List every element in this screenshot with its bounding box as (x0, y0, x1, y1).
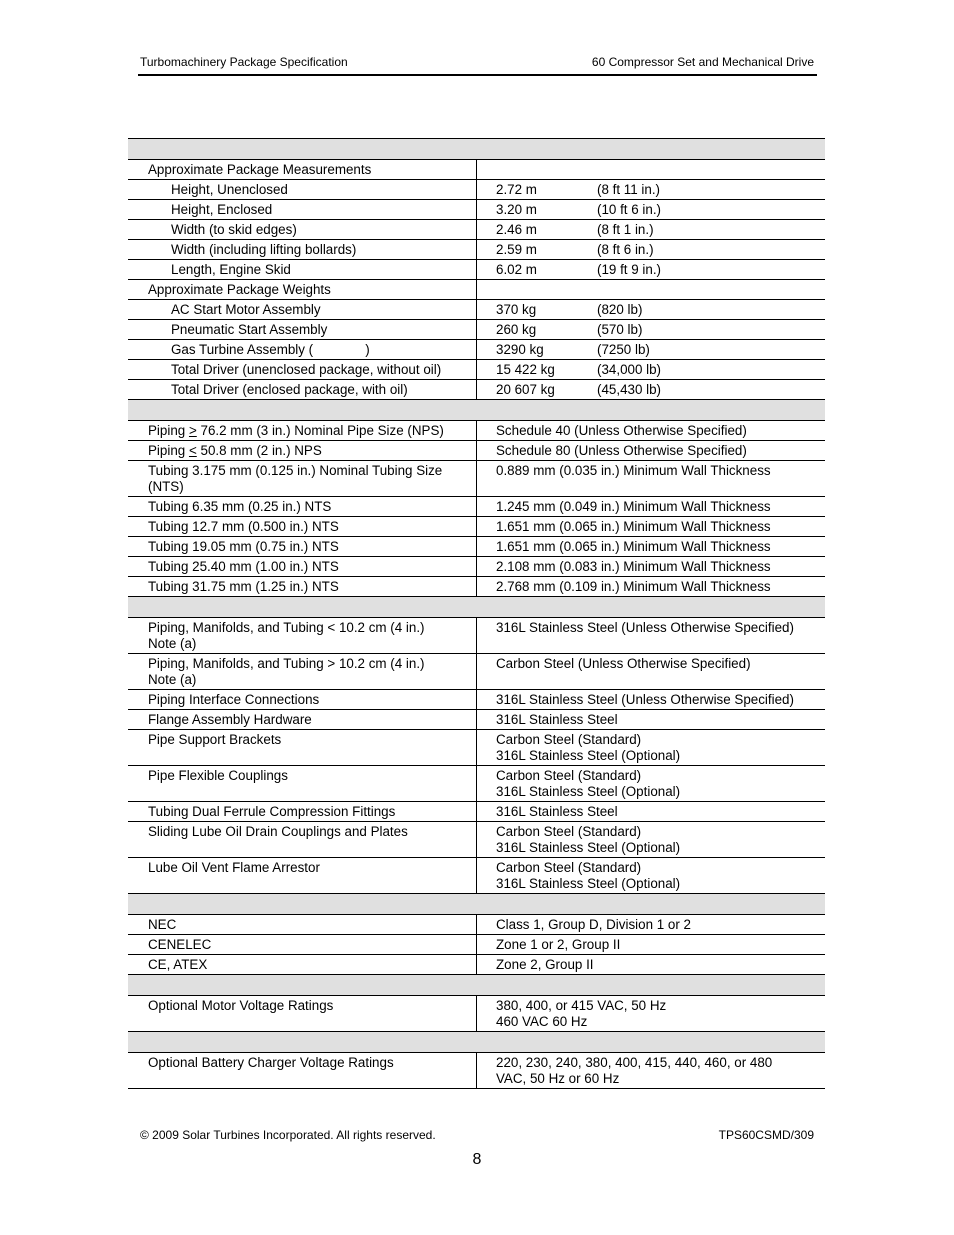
row-label: Height, Enclosed (128, 200, 477, 220)
row-label: Flange Assembly Hardware (128, 710, 477, 730)
row-label: Gas Turbine Assembly ( ) (128, 340, 477, 360)
row-value: 380, 400, or 415 VAC, 50 Hz 460 VAC 60 Hz (477, 996, 826, 1032)
table-row (128, 461, 825, 497)
table-row (128, 935, 825, 955)
imperial-value: (570 lb) (597, 322, 643, 337)
section-band-classifications (128, 894, 825, 915)
row-label: Width (to skid edges) (128, 220, 477, 240)
row-label: Tubing Dual Ferrule Compression Fittings (128, 802, 477, 822)
table-row (128, 996, 825, 1032)
row-value: Zone 1 or 2, Group II (477, 935, 826, 955)
row-value: 316L Stainless Steel (Unless Otherwise Specified) (477, 618, 826, 654)
spec-table (128, 138, 825, 1089)
row-label: Tubing 6.35 mm (0.25 in.) NTS (128, 497, 477, 517)
header-title: Turbomachinery Package Specification (140, 55, 348, 69)
table-row (128, 915, 825, 935)
imperial-value: (8 ft 1 in.) (597, 222, 654, 237)
row-value: Class 1, Group D, Division 1 or 2 (477, 915, 826, 935)
table-row (128, 858, 825, 894)
table-row (128, 730, 825, 766)
row-label: Sliding Lube Oil Drain Couplings and Plates (128, 822, 477, 858)
row-value: 2.768 mm (0.109 in.) Minimum Wall Thickness (477, 577, 826, 597)
row-label: Height, Unenclosed (128, 180, 477, 200)
metric-value: 370 kg (496, 302, 537, 317)
table-row (128, 320, 825, 340)
imperial-value: (34,000 lb) (597, 362, 662, 377)
table-row (128, 441, 825, 461)
table-row (128, 200, 825, 220)
imperial-value: (7250 lb) (597, 342, 650, 357)
table-row (128, 766, 825, 802)
table-row (128, 822, 825, 858)
row-label: Piping, Manifolds, and Tubing > 10.2 cm (4 in.) Note (a) (128, 654, 477, 690)
row-label: Approximate Package Measurements (128, 160, 477, 180)
row-value: 316L Stainless Steel (Unless Otherwise Specified) (477, 690, 826, 710)
section-band-piping (128, 400, 825, 421)
table-row (128, 557, 825, 577)
row-label: Piping > 76.2 mm (3 in.) Nominal Pipe Size (NPS) (128, 421, 477, 441)
row-label: Total Driver (enclosed package, with oil) (128, 380, 477, 400)
section-band-motor (128, 975, 825, 996)
table-row (128, 618, 825, 654)
metric-value: 6.02 m (496, 262, 537, 277)
table-row (128, 497, 825, 517)
document-number: TPS60CSMD/309 (718, 1128, 814, 1142)
row-value: 220, 230, 240, 380, 400, 415, 440, 460, or 480 VAC, 50 Hz or 60 Hz (477, 1053, 826, 1089)
table-row (128, 280, 825, 300)
table-row (128, 220, 825, 240)
row-label: Optional Battery Charger Voltage Ratings (128, 1053, 477, 1089)
row-value: Carbon Steel (Standard) 316L Stainless Steel (Optional) (477, 858, 826, 894)
row-label: Piping, Manifolds, and Tubing < 10.2 cm (4 in.) Note (a) (128, 618, 477, 654)
row-label: Tubing 3.175 mm (0.125 in.) Nominal Tubing Size (NTS) (128, 461, 477, 497)
row-label: Pneumatic Start Assembly (128, 320, 477, 340)
row-value: 0.889 mm (0.035 in.) Minimum Wall Thickness (477, 461, 826, 497)
table-row (128, 955, 825, 975)
table-row (128, 240, 825, 260)
table-row (128, 1053, 825, 1089)
row-value: 1.651 mm (0.065 in.) Minimum Wall Thickness (477, 537, 826, 557)
row-value: Carbon Steel (Standard) 316L Stainless Steel (Optional) (477, 730, 826, 766)
table-row (128, 260, 825, 280)
table-row (128, 517, 825, 537)
table-row (128, 710, 825, 730)
section-band-dimensions (128, 139, 825, 160)
row-value: Schedule 80 (Unless Otherwise Specified) (477, 441, 826, 461)
imperial-value: (8 ft 6 in.) (597, 242, 654, 257)
imperial-value: (8 ft 11 in.) (597, 182, 661, 197)
row-label: Pipe Support Brackets (128, 730, 477, 766)
row-value: 1.651 mm (0.065 in.) Minimum Wall Thickness (477, 517, 826, 537)
row-value: Carbon Steel (Standard) 316L Stainless Steel (Optional) (477, 766, 826, 802)
imperial-value: (45,430 lb) (597, 382, 662, 397)
table-row (128, 537, 825, 557)
table-row (128, 300, 825, 320)
metric-value: 2.59 m (496, 242, 537, 257)
page-number: 8 (472, 1151, 482, 1168)
row-label: CENELEC (128, 935, 477, 955)
imperial-value: (820 lb) (597, 302, 643, 317)
row-label: Total Driver (unenclosed package, without oil) (128, 360, 477, 380)
table-row (128, 654, 825, 690)
table-row (128, 690, 825, 710)
header-rule (138, 74, 817, 76)
row-label: Tubing 19.05 mm (0.75 in.) NTS (128, 537, 477, 557)
table-row (128, 802, 825, 822)
metric-value: 2.46 m (496, 222, 537, 237)
row-value: 2.108 mm (0.083 in.) Minimum Wall Thickness (477, 557, 826, 577)
row-value: Zone 2, Group II (477, 955, 826, 975)
row-value: 1.245 mm (0.049 in.) Minimum Wall Thickness (477, 497, 826, 517)
table-row (128, 360, 825, 380)
table-row (128, 340, 825, 360)
row-value: Carbon Steel (Unless Otherwise Specified) (477, 654, 826, 690)
row-label: Optional Motor Voltage Ratings (128, 996, 477, 1032)
row-label: CE, ATEX (128, 955, 477, 975)
row-label: Lube Oil Vent Flame Arrestor (128, 858, 477, 894)
table-row (128, 160, 825, 180)
metric-value: 15 422 kg (496, 362, 555, 377)
imperial-value: (19 ft 9 in.) (597, 262, 662, 277)
row-label: Approximate Package Weights (128, 280, 477, 300)
row-label: Tubing 12.7 mm (0.500 in.) NTS (128, 517, 477, 537)
table-row (128, 421, 825, 441)
imperial-value: (10 ft 6 in.) (597, 202, 662, 217)
row-label: NEC (128, 915, 477, 935)
row-label: Tubing 31.75 mm (1.25 in.) NTS (128, 577, 477, 597)
row-label: AC Start Motor Assembly (128, 300, 477, 320)
metric-value: 20 607 kg (496, 382, 555, 397)
copyright-text: © 2009 Solar Turbines Incorporated. All rights reserved. (140, 1128, 436, 1142)
table-row (128, 577, 825, 597)
metric-value: 2.72 m (496, 182, 537, 197)
row-label: Tubing 25.40 mm (1.00 in.) NTS (128, 557, 477, 577)
metric-value: 260 kg (496, 322, 537, 337)
section-band-materials (128, 597, 825, 618)
metric-value: 3.20 m (496, 202, 537, 217)
row-label: Length, Engine Skid (128, 260, 477, 280)
row-label: Piping < 50.8 mm (2 in.) NPS (128, 441, 477, 461)
row-value: 316L Stainless Steel (477, 802, 826, 822)
table-row (128, 380, 825, 400)
metric-value: 3290 kg (496, 342, 544, 357)
row-label: Piping Interface Connections (128, 690, 477, 710)
section-band-battery (128, 1032, 825, 1053)
row-label: Pipe Flexible Couplings (128, 766, 477, 802)
row-label: Width (including lifting bollards) (128, 240, 477, 260)
row-value: Schedule 40 (Unless Otherwise Specified) (477, 421, 826, 441)
row-value: Carbon Steel (Standard) 316L Stainless Steel (Optional) (477, 822, 826, 858)
row-value: 316L Stainless Steel (477, 710, 826, 730)
table-row (128, 180, 825, 200)
header-subtitle: 60 Compressor Set and Mechanical Drive (591, 55, 814, 69)
